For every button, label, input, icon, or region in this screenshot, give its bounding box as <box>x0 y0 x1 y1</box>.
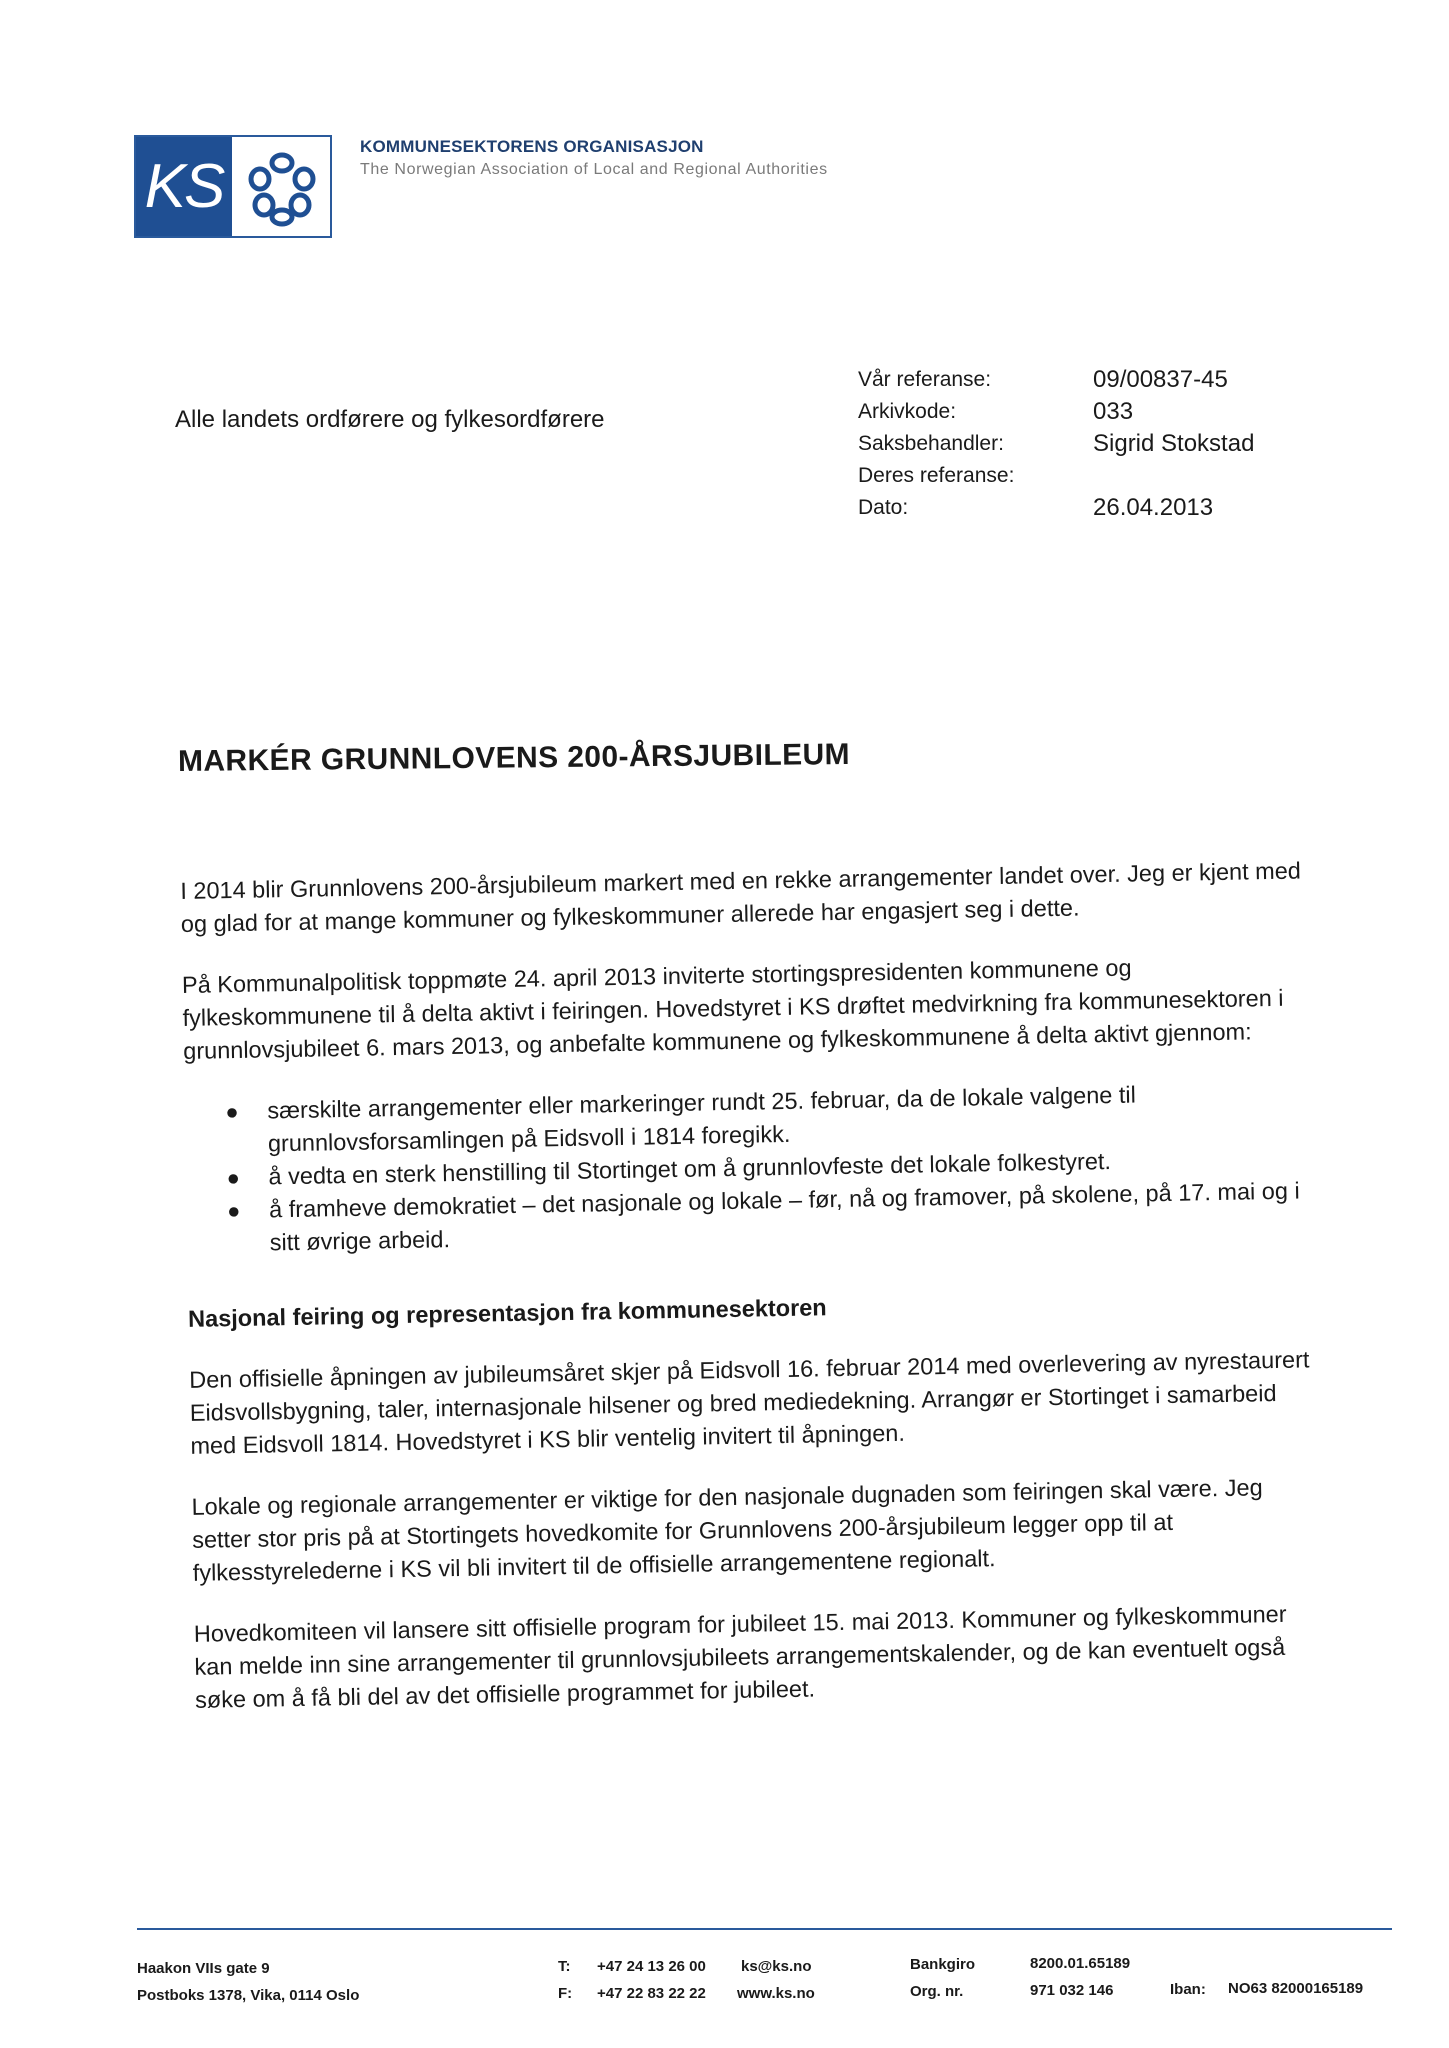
footer-bankgiro: 8200.01.65189 <box>1030 1955 1131 1972</box>
org-subtitle: The Norwegian Association of Local and Regional Authorities <box>360 161 828 178</box>
footer-fax-label: F: <box>558 1985 573 2002</box>
logo-text: KS <box>136 137 232 236</box>
letter-title: MARKÉR GRUNNLOVENS 200-ÅRSJUBILEUM <box>177 737 851 778</box>
footer-website[interactable]: www.ks.no <box>737 1985 815 2002</box>
footer-phone-label: T: <box>558 1958 571 1975</box>
paragraph-local-events: Lokale og regionale arrangementer er viktige for den nasjonale dugnaden som feiringen skal være. Jeg setter stor pris på at Stortingets hovedkomite for Grunnlovens 200-årsjubileum legger opp til at fylkesstyrelederne i KS vil bli invitert til de offisielle arrangementene regionalt. <box>191 1474 1263 1586</box>
chain-emblem-icon <box>240 149 324 227</box>
list-item-text: å framheve demokratiet – det nasjonale og lokale – før, nå og framover, på skolene, på 17. mai og i sitt øvrige arbeid. <box>268 1177 1300 1256</box>
footer-address-line2: Postboks 1378, Vika, 0114 Oslo <box>137 1987 360 2004</box>
ref-label: Vår referanse: <box>858 368 992 391</box>
paragraph-toppmote: På Kommunalpolitisk toppmøte 24. april 2013 inviterte stortingspresidenten kommunene og fylkeskommunene til å delta aktivt i feiringen. Hovedstyret i KS drøftet medvirkning fra kommunesektoren i grunnlovsjubileet 6. mars 2013, og anbefalte kommunene og fylkeskommunene å delta aktivt gjennom: <box>181 954 1284 1064</box>
ref-value: 26.04.2013 <box>1093 494 1214 521</box>
ks-logo <box>134 135 332 238</box>
letter-body <box>180 854 1326 1745</box>
footer-iban: NO63 82000165189 <box>1228 1980 1364 1997</box>
section-heading: Nasjonal feiring og representasjon fra kommunesektoren <box>187 1294 827 1332</box>
ref-value: Sigrid Stokstad <box>1093 430 1255 457</box>
list-item-text: å vedta en sterk henstilling til Stortinget om å grunnlovfeste det lokale folkestyret. <box>268 1147 1112 1190</box>
footer-divider <box>137 1928 1392 1930</box>
footer-iban-label: Iban: <box>1170 1981 1206 1998</box>
recommendation-list <box>184 1075 1317 1261</box>
bullet-icon: ● <box>226 1197 241 1224</box>
recipient: Alle landets ordførere og fylkesordførere <box>175 406 605 433</box>
paragraph-program: Hovedkomiteen vil lansere sitt offisielle program for jubileet 15. mai 2013. Kommuner og fylkeskommuner kan melde inn sine arrangementer til grunnlovsjubileets arrangementskalender, og de kan eventuelt også søke om å få bli del av det offisielle programmet for jubileet. <box>193 1600 1287 1713</box>
ref-label: Saksbehandler: <box>858 432 1004 455</box>
footer-fax: +47 22 83 22 22 <box>597 1985 706 2002</box>
ref-label: Deres referanse: <box>858 464 1015 487</box>
footer-orgnr: 971 032 146 <box>1030 1982 1114 1999</box>
paragraph-intro: I 2014 blir Grunnlovens 200-årsjubileum markert med en rekke arrangementer landet over. Jeg er kjent med og glad for at mange kommuner og fylkeskommuner allerede har engasjert seg i dette. <box>180 857 1302 937</box>
ref-value: 09/00837-45 <box>1093 366 1228 393</box>
ref-value: 033 <box>1093 398 1134 425</box>
bullet-icon: ● <box>226 1164 241 1191</box>
ref-label: Dato: <box>858 496 909 519</box>
bullet-icon: ● <box>225 1098 239 1125</box>
ref-label: Arkivkode: <box>858 400 957 423</box>
footer-orgnr-label: Org. nr. <box>910 1983 964 2000</box>
footer-address-line1: Haakon VIIs gate 9 <box>137 1960 270 1977</box>
paragraph-opening: Den offisielle åpningen av jubileumsåret skjer på Eidsvoll 16. februar 2014 med overlevering av nyrestaurert Eidsvollsbygning, taler, internasjonale hilsener og bred mediedekning. Arrangør er Stortinget i samarbeid med Eidsvoll 1814. Hovedstyret i KS blir ventelig invitert til åpningen. <box>189 1346 1310 1459</box>
org-name: KOMMUNESEKTORENS ORGANISASJON <box>360 137 704 156</box>
footer-email[interactable]: ks@ks.no <box>741 1958 812 1975</box>
footer-bankgiro-label: Bankgiro <box>910 1956 976 1973</box>
footer-phone: +47 24 13 26 00 <box>597 1958 706 1975</box>
list-item-text: særskilte arrangementer eller markeringer rundt 25. februar, da de lokale valgene til grunnlovsforsamlingen på Eidsvoll i 1814 foregikk. <box>267 1081 1137 1157</box>
